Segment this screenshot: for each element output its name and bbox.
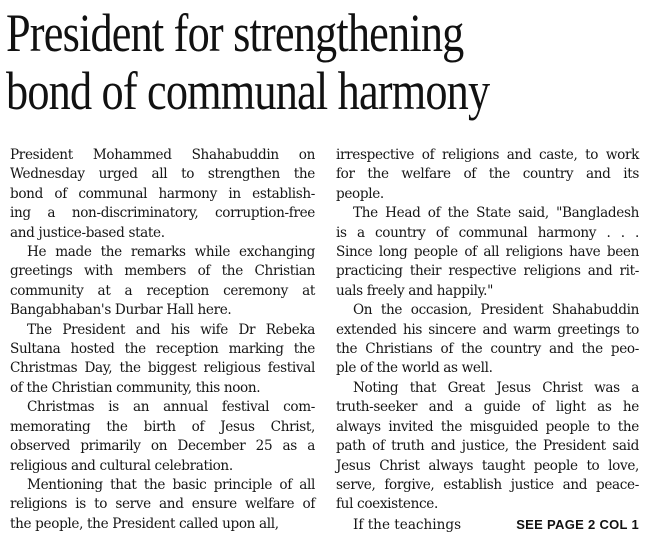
text-line: is a country of communal harmony . . . <box>336 224 639 241</box>
text-line: community at a reception ceremony at <box>10 282 315 299</box>
text-line: On the occasion, President Shahabuddin <box>353 302 639 319</box>
article-paragraph <box>10 398 315 476</box>
article-paragraph <box>336 204 639 301</box>
text-line: uals freely and happily." <box>336 282 494 299</box>
article-paragraph <box>10 243 315 321</box>
text-line: observed primarily on December 25 as a <box>10 438 315 455</box>
text-line: always invited the misguided people to the <box>336 418 639 435</box>
text-line: Sultana hosted the reception marking the <box>10 341 315 358</box>
text-line: Noting that Great Jesus Christ was a <box>353 379 639 396</box>
text-line: path of truth and justice, the President said <box>336 438 639 455</box>
text-line: ing a non-discriminatory, corruption-free <box>10 205 315 222</box>
text-line: religious and cultural celebration. <box>10 457 233 474</box>
text-line: irrespective of religions and caste, to work <box>336 147 639 163</box>
headline-line-1: President for strengthening <box>6 3 464 63</box>
text-line: extended his sincere and warm greetings to <box>336 321 639 338</box>
text-line: ful coexistence. <box>336 496 438 513</box>
text-line: and justice-based state. <box>10 224 165 241</box>
final-fragment: If the teachings <box>353 516 462 533</box>
text-line: greetings with members of the Christian <box>10 263 315 280</box>
text-line: Wednesday urged all to strengthen the <box>10 166 315 183</box>
continuation-row <box>336 515 639 535</box>
article-paragraph <box>10 476 315 534</box>
text-line: the people, the President called upon all, <box>10 515 279 532</box>
article-column-left <box>10 146 315 534</box>
article-paragraph <box>10 321 315 399</box>
text-line: The Head of the State said, "Bangladesh <box>353 205 639 222</box>
text-line: for the welfare of the country and its <box>336 166 639 183</box>
text-line: The President and his wife Dr Rebeka <box>27 321 315 338</box>
text-line: of the Christian community, this noon. <box>10 379 261 396</box>
headline-line-2: bond of communal harmony <box>6 61 490 121</box>
text-line: the Christians of the country and the peo- <box>336 341 639 358</box>
article-paragraph <box>336 301 639 379</box>
text-line: memorating the birth of Jesus Christ, <box>10 418 315 435</box>
headline <box>6 4 547 120</box>
text-line: President Mohammed Shahabuddin on <box>10 147 315 163</box>
text-line: serve, forgive, establish justice and peace- <box>336 476 639 493</box>
text-line: He made the remarks while exchanging <box>27 244 315 261</box>
text-line: bond of communal harmony in establish- <box>10 185 315 202</box>
text-line: Bangabhaban's Durbar Hall here. <box>10 302 232 319</box>
jump-reference: SEE PAGE 2 COL 1 <box>516 516 639 532</box>
text-line: Christmas Day, the biggest religious festival <box>10 360 315 377</box>
article-paragraph <box>336 146 639 204</box>
text-line: truth-seeker and a guide of light as he <box>336 399 639 416</box>
text-line: Jesus Christ always taught people to love, <box>336 457 639 474</box>
text-line: practicing their respective religions and rit- <box>336 263 639 280</box>
text-line: Christmas is an annual festival com- <box>27 399 315 416</box>
article-column-right <box>336 146 639 535</box>
article-paragraph <box>10 146 315 243</box>
text-line: religions is to serve and ensure welfare of <box>10 496 315 513</box>
text-line: Mentioning that the basic principle of all <box>27 476 315 493</box>
article-paragraph <box>336 379 639 515</box>
text-line: Since long people of all religions have been <box>336 244 639 261</box>
text-line: ple of the world as well. <box>336 360 493 377</box>
text-line: people. <box>336 185 384 202</box>
